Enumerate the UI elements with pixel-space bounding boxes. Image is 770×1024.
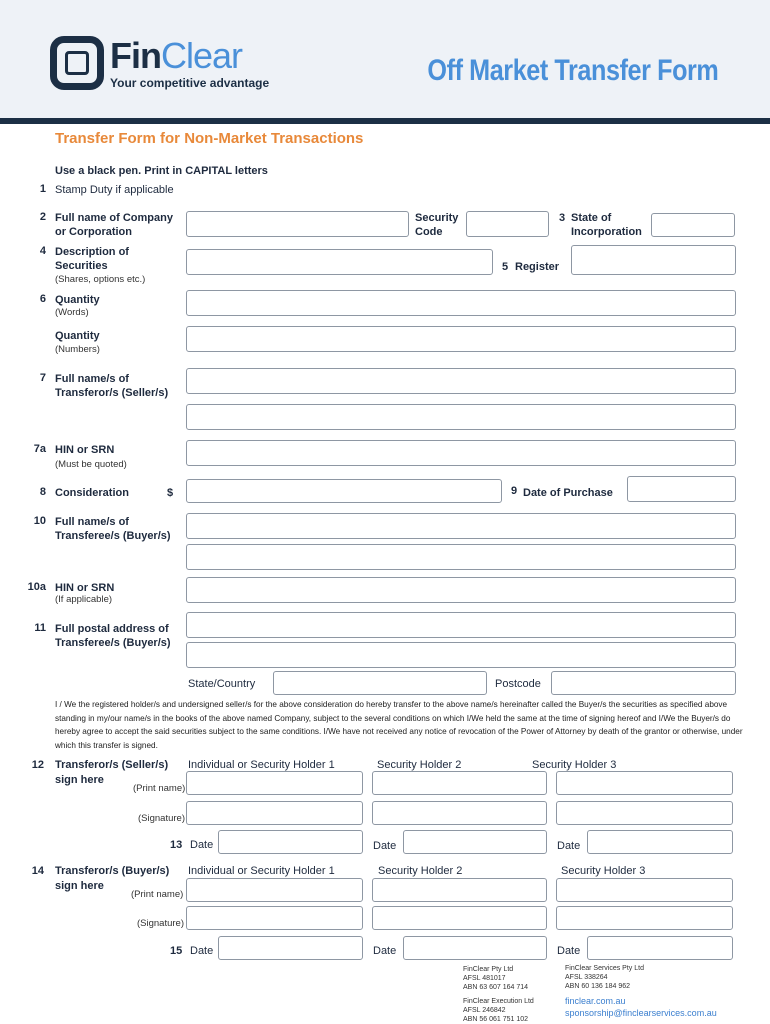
footer-finclear-execution: FinClear Execution Ltd AFSL 246842 ABN 56 061 751 102 — [463, 998, 534, 1023]
quantity-words-input[interactable] — [186, 290, 736, 316]
seller-hin-label: HIN or SRN — [55, 444, 115, 456]
transferee-name-label: Full name/s of — [55, 516, 129, 528]
company-name-label-2: or Corporation — [55, 226, 132, 238]
seller-hin-input[interactable] — [186, 440, 736, 466]
postal-address-input-1[interactable] — [186, 612, 736, 638]
field-number-8: 8 — [39, 486, 46, 498]
seller-date-label-3: Date — [557, 840, 581, 852]
register-input[interactable] — [571, 245, 736, 275]
field-number-11: 11 — [34, 622, 46, 634]
quantity-words-hint: (Words) — [55, 307, 89, 318]
date-of-purchase-input[interactable] — [627, 476, 736, 502]
transferee-name-input-1[interactable] — [186, 513, 736, 539]
buyer2-print-name-input[interactable] — [372, 878, 547, 902]
transferor-name-input-1[interactable] — [186, 368, 736, 394]
field-number-12: 12 — [31, 759, 44, 771]
quantity-words-label: Quantity — [55, 294, 100, 306]
buyer1-signature-input[interactable] — [186, 906, 363, 930]
seller-holder3-label: Security Holder 3 — [532, 759, 617, 771]
form-title: Off Market Transfer Form — [427, 54, 718, 87]
state-incorporation-input[interactable] — [651, 213, 735, 237]
transferee-name-label-2: Transferee/s (Buyer/s) — [55, 530, 171, 542]
company-name-label: Full name of Company — [55, 212, 173, 224]
buyer-date-label-3: Date — [557, 945, 581, 957]
field-number-2: 2 — [39, 211, 46, 223]
description-label: Description of — [55, 246, 129, 258]
legal-declaration: I / We the registered holder/s and undersigned seller/s for the above consideration do hereby transfer to the above name/s hereinafter called the Buyer/s the securities as specified above standing in my/our name/s in the books of the above named Company, subject to the several conditions on which I/We held the same at the time of signing hereof and I/We the Buyer/s do hereby agree to accept the said securities subject to the same conditions. I/We have not received any notice of revocation of the Power of Attorney by death of the grantor or otherwise, under which this transfer is signed. — [55, 700, 743, 750]
description-hint: (Shares, options etc.) — [55, 274, 146, 285]
state-country-input[interactable] — [273, 671, 487, 695]
buyer-date-label-2: Date — [373, 945, 397, 957]
buyer-sign-label-2: sign here — [55, 880, 104, 892]
quantity-numbers-input[interactable] — [186, 326, 736, 352]
consideration-input[interactable] — [186, 479, 502, 503]
field-number-7: 7 — [39, 372, 46, 384]
buyer3-signature-input[interactable] — [556, 906, 733, 930]
seller-date-label-1: Date — [190, 839, 214, 851]
state-country-label: State/Country — [188, 678, 256, 690]
field-number-1: 1 — [39, 183, 46, 195]
buyer3-print-name-input[interactable] — [556, 878, 733, 902]
buyer2-signature-input[interactable] — [372, 906, 547, 930]
buyer-sign-label: Transferor/s (Buyer/s) — [55, 865, 170, 877]
quantity-numbers-hint: (Numbers) — [55, 344, 100, 355]
postal-address-input-2[interactable] — [186, 642, 736, 668]
register-label: Register — [515, 261, 560, 273]
field-number-15: 15 — [170, 945, 183, 957]
footer-finclear-services: FinClear Services Pty Ltd AFSL 338264 ABN 60 136 184 962 — [565, 965, 644, 990]
buyer1-date-input[interactable] — [218, 936, 363, 960]
field-number-10a: 10a — [27, 581, 46, 593]
buyer-print-name-hint: (Print name) — [131, 889, 184, 900]
tagline: Your competitive advantage — [110, 76, 270, 90]
field-number-9: 9 — [511, 485, 518, 497]
transferor-name-label: Full name/s of — [55, 373, 129, 385]
state-incorporation-label-2: Incorporation — [571, 226, 642, 238]
company-name-input[interactable] — [186, 211, 409, 237]
field-number-7a: 7a — [33, 443, 46, 455]
seller-date-label-2: Date — [373, 840, 397, 852]
seller-print-name-hint: (Print name) — [133, 783, 186, 794]
buyer-hin-input[interactable] — [186, 577, 736, 603]
field-number-14: 14 — [31, 865, 44, 877]
seller3-date-input[interactable] — [587, 830, 733, 854]
seller3-print-name-input[interactable] — [556, 771, 733, 795]
form-subtitle: Transfer Form for Non-Market Transactions — [55, 130, 364, 147]
stamp-duty-label: Stamp Duty if applicable — [55, 184, 174, 196]
seller2-signature-input[interactable] — [372, 801, 547, 825]
instructions: Use a black pen. Print in CAPITAL letters — [55, 165, 268, 177]
postal-address-label: Full postal address of — [55, 623, 169, 635]
currency-symbol: $ — [167, 487, 174, 499]
transferor-name-input-2[interactable] — [186, 404, 736, 430]
date-of-purchase-label: Date of Purchase — [523, 487, 613, 499]
seller1-print-name-input[interactable] — [186, 771, 363, 795]
postcode-label: Postcode — [495, 678, 541, 690]
seller3-signature-input[interactable] — [556, 801, 733, 825]
field-number-5: 5 — [502, 261, 509, 273]
buyer-holder2-label: Security Holder 2 — [378, 865, 463, 877]
description-input[interactable] — [186, 249, 493, 275]
buyer2-date-input[interactable] — [403, 936, 547, 960]
transferor-name-label-2: Transferor/s (Seller/s) — [55, 387, 169, 399]
postcode-input[interactable] — [551, 671, 736, 695]
consideration-label: Consideration — [55, 487, 129, 499]
footer-email-link[interactable]: sponsorship@finclearservices.com.au — [565, 1008, 717, 1018]
seller-signature-hint: (Signature) — [138, 813, 185, 824]
state-incorporation-label: State of — [571, 212, 612, 224]
buyer-date-label-1: Date — [190, 945, 214, 957]
footer-finclear-pty: FinClear Pty Ltd AFSL 481017 ABN 63 607 164 714 — [463, 966, 528, 991]
field-number-13: 13 — [170, 839, 183, 851]
field-number-4: 4 — [39, 245, 46, 257]
seller1-signature-input[interactable] — [186, 801, 363, 825]
security-code-label: Security — [415, 212, 459, 224]
seller-sign-label-2: sign here — [55, 774, 104, 786]
buyer-holder3-label: Security Holder 3 — [561, 865, 646, 877]
transferee-name-input-2[interactable] — [186, 544, 736, 570]
buyer-holder1-label: Individual or Security Holder 1 — [188, 865, 335, 877]
seller2-date-input[interactable] — [403, 830, 547, 854]
buyer-hin-hint: (If applicable) — [55, 594, 113, 605]
description-label-2: Securities — [55, 260, 108, 272]
finclear-logo-text: FinClear — [110, 35, 243, 76]
field-number-10: 10 — [33, 515, 46, 527]
buyer1-print-name-input[interactable] — [186, 878, 363, 902]
footer-website-link[interactable]: finclear.com.au — [565, 996, 626, 1006]
field-number-3: 3 — [559, 212, 566, 224]
seller-hin-hint: (Must be quoted) — [55, 459, 127, 470]
buyer3-date-input[interactable] — [587, 936, 733, 960]
quantity-numbers-label: Quantity — [55, 330, 100, 342]
field-number-6: 6 — [39, 293, 46, 305]
security-code-input[interactable] — [466, 211, 549, 237]
header-divider — [0, 118, 770, 124]
buyer-signature-hint: (Signature) — [137, 918, 184, 929]
buyer-hin-label: HIN or SRN — [55, 582, 115, 594]
security-code-label-2: Code — [415, 226, 443, 238]
seller2-print-name-input[interactable] — [372, 771, 547, 795]
seller-holder1-label: Individual or Security Holder 1 — [188, 759, 335, 771]
postal-address-label-2: Transferee/s (Buyer/s) — [55, 637, 171, 649]
finclear-logo-icon — [50, 36, 104, 90]
seller1-date-input[interactable] — [218, 830, 363, 854]
seller-sign-label: Transferor/s (Seller/s) — [55, 759, 169, 771]
seller-holder2-label: Security Holder 2 — [377, 759, 462, 771]
